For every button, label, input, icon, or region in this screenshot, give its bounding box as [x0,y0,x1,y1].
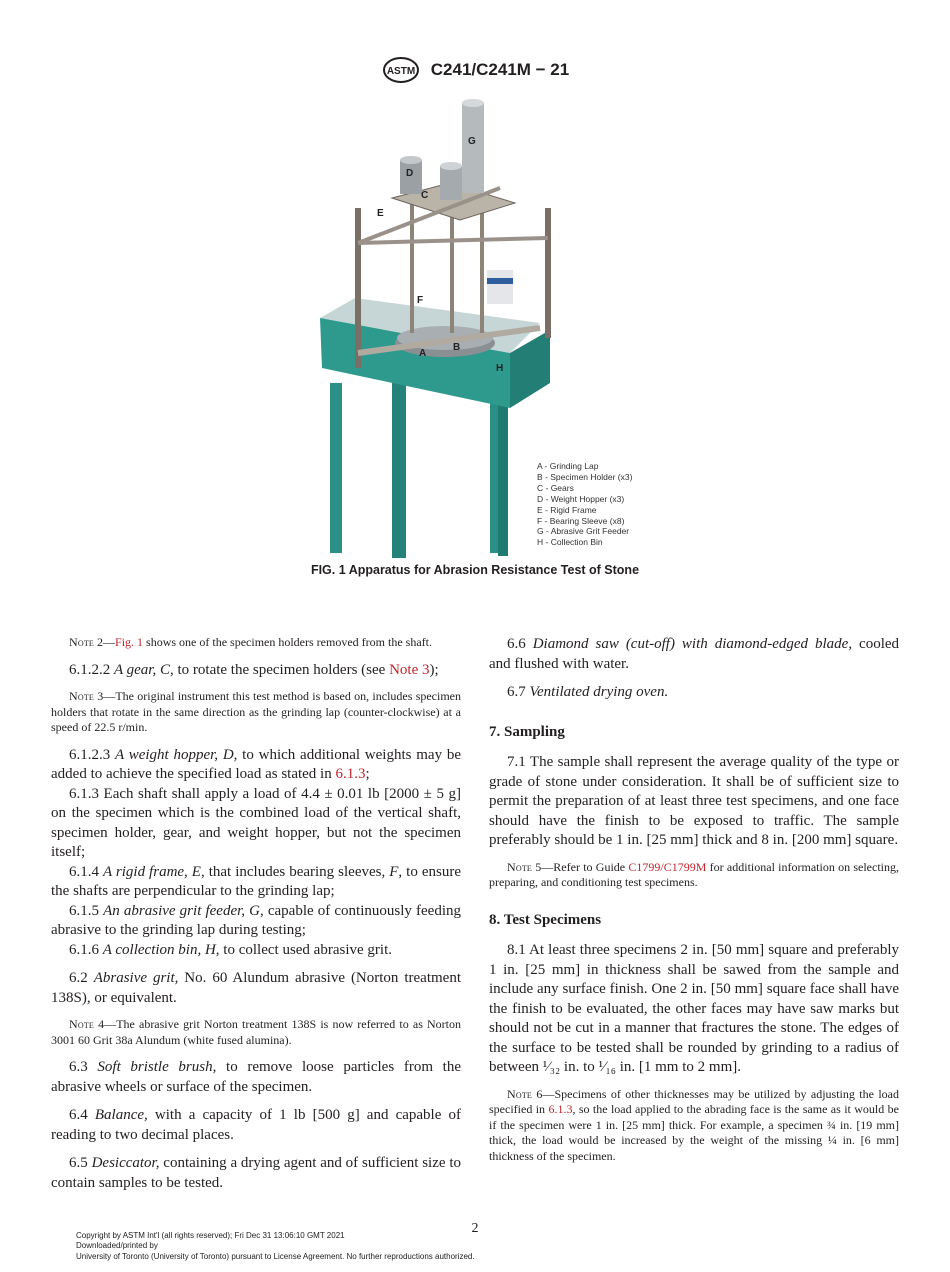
para-6-1-4: 6.1.4 A rigid frame, E, that includes bearing sleeves, F, to ensure the shafts are perpendicular to the grinding lap; [51,863,461,899]
legend-item: B - Specimen Holder (x3) [537,471,633,482]
footer-line: Copyright by ASTM Int'l (all rights reserved); Fri Dec 31 13:06:10 GMT 2021 [76,1231,345,1240]
astm-logo-icon [381,56,421,84]
standard-designation: C241/C241M − 21 [430,60,570,79]
note3-link[interactable]: Note 3 [389,661,430,678]
label-f: F [417,295,424,306]
para-6-3: 6.3 Soft bristle brush, to remove loose particles from the abrasive wheels or surface of the specimen. [51,1059,461,1095]
figure-caption: FIG. 1 Apparatus for Abrasion Resistance Test of Stone [310,563,640,577]
section-heading-test-specimens: 8. Test Specimens [489,911,602,928]
para-6-6: 6.6 Diamond saw (cut-off) with diamond-edged blade, cooled and flushed with water. [489,636,900,672]
note-6: Note 6—Specimens of other thicknesses may be utilized by adjusting the load specified in 6.1.3, so the load applied to the abrading face is the same as it would be if the specimen were 1 in. [25 mm] thick. For example, a specimen ¾ in. [19 mm] thick, the load would be increased by the weight of the missing ¼ in. [6 mm] thickness of the specimen. [489,1086,900,1163]
section-heading-sampling: 7. Sampling [489,723,565,740]
para-6-1-6: 6.1.6 A collection bin, H, to collect used abrasive grit. [69,941,392,958]
para-6-7: 6.7 Ventilated drying oven. [507,684,669,700]
para-7-1: 7.1 The sample shall represent the average quality of the type or grade of stone under consideration. It shall be of sufficient size to permit the preparation of at least three test specimens, and one face should have the finish to be exposed to traffic. The sample preferably should be 1 in. [25 mm] thick and 8 in. [200 mm] square. [489,754,899,848]
copyright-footer [76,1231,475,1262]
note-2: Note 2—Fig. 1 shows one of the specimen holders removed from the shaft. [69,635,432,649]
label-g: G [468,136,476,147]
para-8-1: 8.1 At least three specimens 2 in. [50 mm] square and preferably 1 in. [25 mm] in thickness shall be sawed from the sample and include any surface finish. One 2 in. [50 mm] square face shall have the finish to be evaluated, the other faces may have saw marks but should not be cut in a manner that fractures the stone. The edges of the surface to be tested shall be rounded by grinding to a radius of between ¹⁄₃₂ in. to ¹⁄₁₆ in. [1 mm to 2 mm]. [489,942,899,1075]
section-6-1-3-link[interactable]: 6.1.3 [548,1102,573,1116]
page-header [0,56,950,84]
right-column [489,635,899,1174]
label-h: H [496,363,504,374]
legend-item: D - Weight Hopper (x3) [537,493,625,504]
para-6-4: 6.4 Balance, with a capacity of 1 lb [500 g] and capable of reading to two decimal places. [51,1107,461,1143]
note-4: Note 4—The abrasive grit Norton treatment 138S is now referred to as Norton 3001 60 Grit 38a Alundum (white fused alumina). [51,1017,462,1047]
label-e: E [377,208,384,219]
label-a: A [419,348,427,359]
legend-item: A - Grinding Lap [537,461,599,471]
figure-legend [537,461,632,548]
note-5: Note 5—Refer to Guide C1799/C1799M for additional information on selecting, preparing, and conditioning test specimens. [489,859,899,889]
para-6-2: 6.2 Abrasive grit, No. 60 Alundum abrasive (Norton treatment 138S), or equivalent. [51,970,462,1006]
footer-line: University of Toronto (University of Toronto) pursuant to License Agreement. No further reproductions authorized. [76,1251,475,1261]
footer-line: Downloaded/printed by [76,1241,158,1251]
legend-item: F - Bearing Sleeve (x8) [537,515,625,526]
para-6-1-2-2: 6.1.2.2 A gear, C, to rotate the specimen holders (see Note 3); [69,661,439,678]
legend-item: E - Rigid Frame [537,504,597,515]
left-column [51,635,461,1202]
para-6-1-3: 6.1.3 Each shaft shall apply a load of 4.4 ± 0.01 lb [2000 ± 5 g] on the specimen which is the combined load of the vertical shaft, specimen holder, gear, and weight hopper, but not the specimen itself; [51,785,461,860]
label-b: B [453,342,461,353]
para-6-5: 6.5 Desiccator, containing a drying agent and of sufficient size to contain samples to be tested. [51,1155,462,1191]
page-number: 2 [471,1221,479,1236]
svg-text:ASTM: ASTM [386,66,415,77]
section-6-1-3-link[interactable]: 6.1.3 [335,766,366,782]
legend-item: G - Abrasive Grit Feeder [537,526,630,537]
fig1-link[interactable]: Fig. 1 [115,635,144,649]
legend-item: C - Gears [537,482,574,493]
para-6-1-2-3: 6.1.2.3 A weight hopper, D, to which additional weights may be added to achieve the specified load as stated in 6.1.3; [51,746,461,782]
legend-item: H - Collection Bin [537,537,603,548]
note-3: Note 3—The original instrument this test method is based on, includes specimen holders that rotate in the same direction as the grinding lap (counter-clockwise) at a speed of 22.5 r/min. [51,689,462,734]
para-6-1-5: 6.1.5 An abrasive grit feeder, G, capable of continuously feeding abrasive to the grinding lap during testing; [51,902,461,938]
label-d: D [406,168,414,179]
c1799-link[interactable]: C1799/C1799M [628,859,707,874]
label-c: C [421,190,429,201]
